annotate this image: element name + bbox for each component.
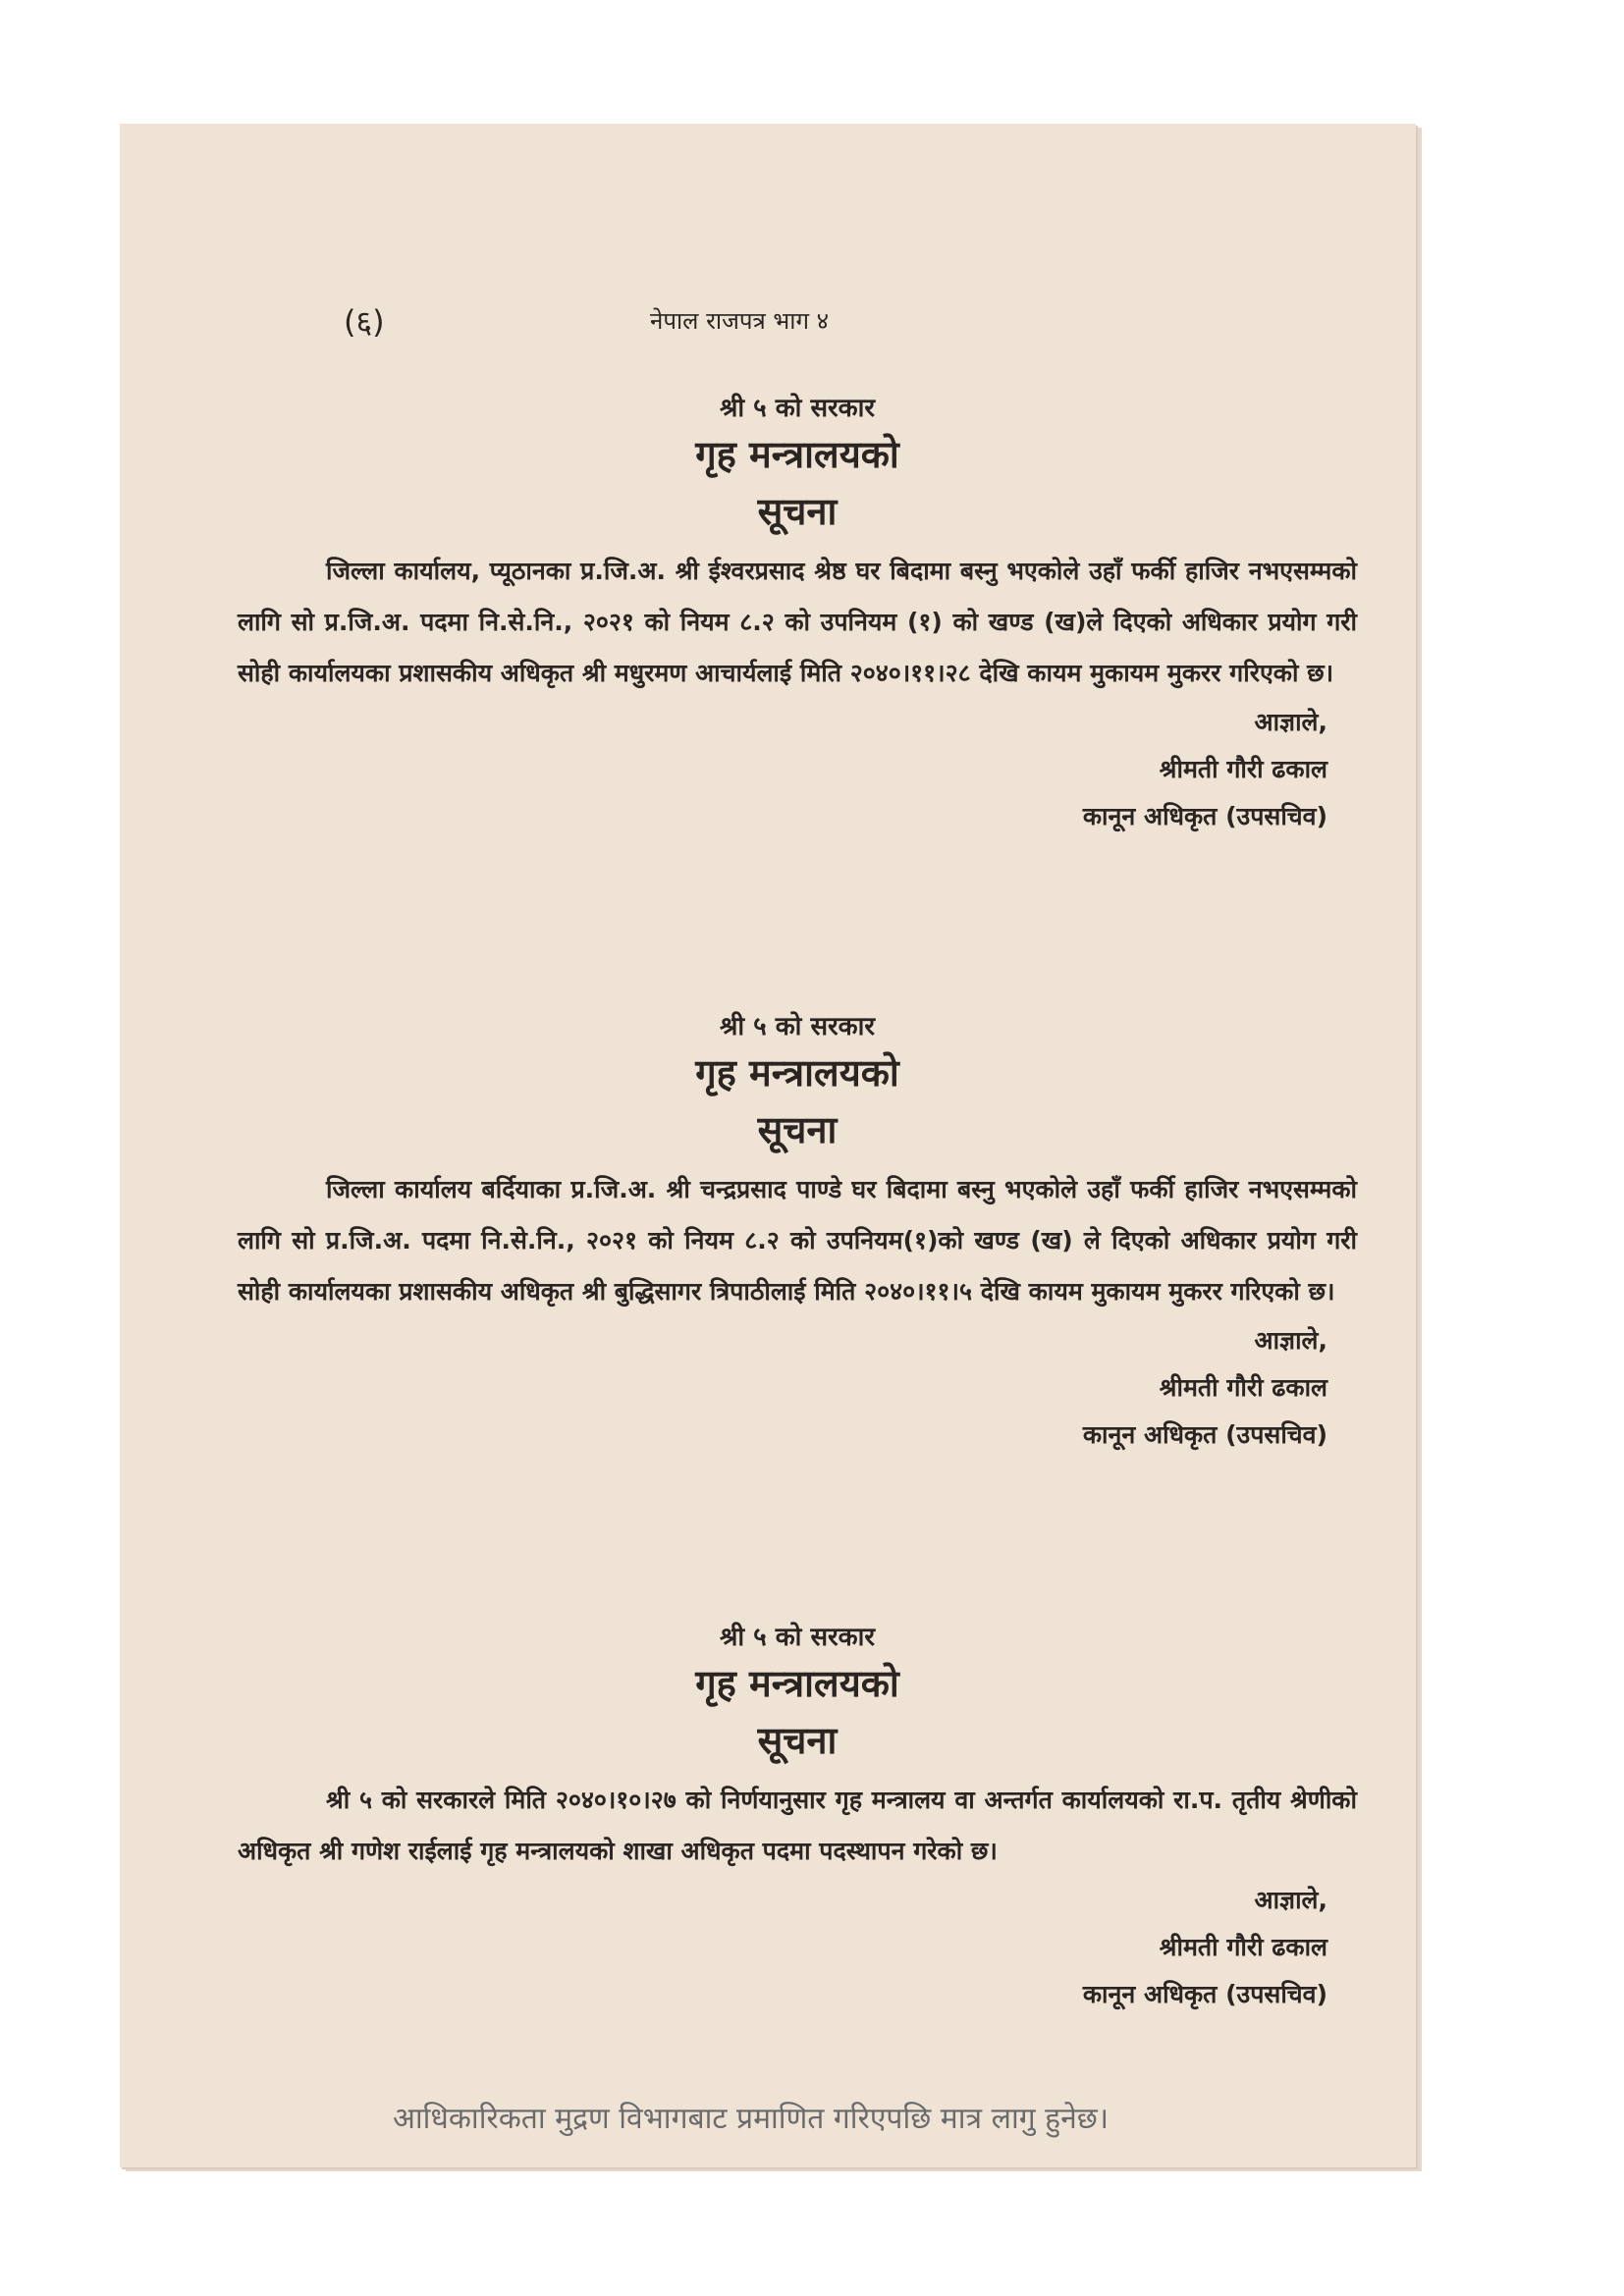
page-number: (६) (344, 303, 385, 341)
notice-body: श्री ५ को सरकारले मिति २०४०।१०।२७ को निर्णयानुसार गृह मन्त्रालय वा अन्तर्गत कार्यालयको रा.प. तृतीय श्रेणीको अधिकृत श्री गणेश राईलाई गृह मन्त्रालयको शाखा अधिकृत पदमा पदस्थापन गरेको छ। (238, 1786, 1357, 1865)
notice-signatory: श्रीमती गौरी ढकाल (1159, 1373, 1327, 1402)
notice-designation: कानून अधिकृत (उपसचिव) (1082, 1980, 1327, 2008)
notice-body: जिल्ला कार्यालय बर्दियाका प्र.जि.अ. श्री चन्द्रप्रसाद पाण्डे घर बिदामा बस्नु भएकोले उहाँ फर्की हाजिर नभएसम्मको लागि सो प्र.जि.अ. पदमा नि.से.नि., २०२१ को नियम ८.२ को उपनियम(१)को खण्ड (ख) ले दिएको अधिकार प्रयोग गरी सोही कार्यालयका प्रशासकीय अधिकृत श्री बुद्धिसागर त्रिपाठीलाई मिति २०४०।११।५ देखि कायम मुकायम मुकरर गरिएको छ। (238, 1175, 1357, 1306)
notice-government: श्री ५ को सरकार (719, 394, 876, 423)
notice-1 (238, 389, 1357, 840)
notice-subject: सूचना (757, 1719, 838, 1762)
notice-3 (238, 1618, 1357, 2018)
gazette-title: नेपाल राजपत्र भाग ४ (650, 307, 830, 335)
notice-body: जिल्ला कार्यालय, प्यूठानका प्र.जि.अ. श्री ईश्वरप्रसाद श्रेष्ठ घर बिदामा बस्नु भएकोले उहाँ फर्की हाजिर नभएसम्मको लागि सो प्र.जि.अ. पदमा नि.से.नि., २०२१ को नियम ८.२ को उपनियम (१) को खण्ड (ख)ले दिएको अधिकार प्रयोग गरी सोही कार्यालयका प्रशासकीय अधिकृत श्री मधुरमण आचार्यलाई मिति २०४०।११।२८ देखि कायम मुकायम मुकरर गरिएको छ। (238, 557, 1357, 687)
notice-designation: कानून अधिकृत (उपसचिव) (1082, 1420, 1327, 1449)
notice-designation: कानून अधिकृत (उपसचिव) (1082, 802, 1327, 830)
notice-subject: सूचना (757, 1108, 838, 1151)
notice-closing: आज्ञाले, (1254, 708, 1327, 736)
notice-closing: आज्ञाले, (1254, 1886, 1327, 1914)
notice-2 (238, 1007, 1357, 1459)
authentication-footer-note: आधिकारिकता मुद्रण विभागबाट प्रमाणित गरिएपछि मात्र लागु हुनेछ। (393, 2102, 1110, 2136)
notice-signatory: श्रीमती गौरी ढकाल (1159, 755, 1327, 783)
notice-closing: आज्ञाले, (1254, 1326, 1327, 1355)
notice-government: श्री ५ को सरकार (719, 1623, 876, 1652)
page-header (120, 300, 1416, 340)
notice-ministry: गृह मन्त्रालयको (695, 433, 899, 476)
notice-ministry: गृह मन्त्रालयको (695, 1662, 899, 1705)
notice-subject: सूचना (757, 490, 838, 533)
notice-ministry: गृह मन्त्रालयको (695, 1051, 899, 1095)
notice-government: श्री ५ को सरकार (719, 1012, 876, 1041)
gazette-page (120, 124, 1416, 2167)
notice-signatory: श्रीमती गौरी ढकाल (1159, 1933, 1327, 1961)
